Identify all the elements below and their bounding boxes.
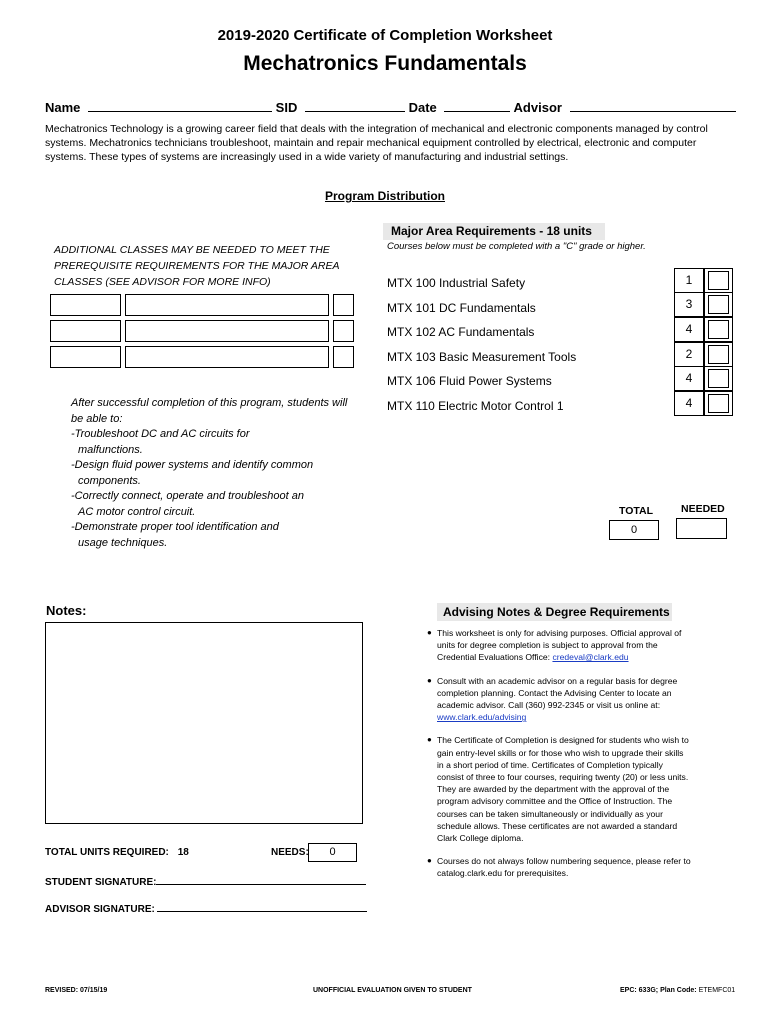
additional-class-code-2[interactable] <box>50 320 121 342</box>
course-completed-checkbox[interactable] <box>704 342 733 367</box>
credeval-email-link[interactable]: credeval@clark.edu <box>552 652 629 663</box>
outcomes-intro: After successful completion of this program, students will be able to: <box>71 397 348 425</box>
advising-item <box>427 855 692 879</box>
needs-field[interactable]: 0 <box>308 843 357 862</box>
bullet-icon: ● <box>427 856 432 866</box>
checkbox-inner <box>708 320 729 339</box>
checkbox-inner <box>708 271 729 290</box>
total-units-required <box>45 847 189 858</box>
course-completed-checkbox[interactable] <box>704 391 733 416</box>
outcome-item: -Design fluid power systems and identify common <box>71 459 314 471</box>
major-area-note: Courses below must be completed with a "C" grade or higher. <box>387 241 646 252</box>
epc-label: EPC: 633G; Plan Code: <box>620 987 697 994</box>
advising-heading: Advising Notes & Degree Requirements <box>437 603 672 621</box>
additional-class-units-2[interactable] <box>333 320 354 342</box>
course-name: MTX 106 Fluid Power Systems <box>387 374 552 388</box>
total-label: TOTAL <box>619 505 654 517</box>
course-units: 3 <box>674 292 704 317</box>
advisor-field[interactable] <box>570 98 736 112</box>
sid-label: SID <box>275 100 298 115</box>
advisor-label: Advisor <box>513 100 562 115</box>
course-name: MTX 110 Electric Motor Control 1 <box>387 399 564 413</box>
revised-date: REVISED: 07/15/19 <box>45 987 108 994</box>
outcome-item-cont: AC motor control circuit. <box>78 505 196 518</box>
course-name: MTX 101 DC Fundamentals <box>387 301 536 315</box>
checkbox-inner <box>708 345 729 364</box>
checkbox-inner <box>708 369 729 388</box>
date-field[interactable] <box>444 98 510 112</box>
advisor-signature-label: ADVISOR SIGNATURE: <box>45 904 155 915</box>
needed-label: NEEDED <box>681 503 725 515</box>
notes-label: Notes: <box>46 603 87 618</box>
student-signature-label: STUDENT SIGNATURE: <box>45 877 157 888</box>
course-units: 4 <box>674 366 704 391</box>
course-completed-checkbox[interactable] <box>704 366 733 391</box>
advisor-signature-field[interactable] <box>157 901 367 912</box>
date-label: Date <box>408 100 437 115</box>
learning-outcomes <box>71 396 361 551</box>
advising-text: Consult with an academic advisor on a regular basis for degree completion planning. Contact the Advising Center to locate an academic advisor. Call (360) 992-2345 or visit us online at: <box>437 675 678 711</box>
worksheet-title: 2019-2020 Certificate of Completion Worksheet <box>217 27 553 44</box>
total-units-required-label: TOTAL UNITS REQUIRED: <box>45 847 169 858</box>
outcome-item-cont: usage techniques. <box>78 536 168 549</box>
advising-item <box>427 734 692 844</box>
additional-class-title-1[interactable] <box>125 294 329 316</box>
additional-class-units-1[interactable] <box>333 294 354 316</box>
additional-class-title-3[interactable] <box>125 346 329 368</box>
student-signature-row <box>45 874 366 888</box>
additional-classes-note: ADDITIONAL CLASSES MAY BE NEEDED TO MEET THE PREREQUISITE REQUIREMENTS FOR THE MAJOR AREA CLASSES (SEE ADVISOR FOR MORE INFO) <box>54 244 340 288</box>
additional-class-units-3[interactable] <box>333 346 354 368</box>
program-title: Mechatronics Fundamentals <box>243 52 527 75</box>
course-completed-checkbox[interactable] <box>704 317 733 342</box>
notes-field[interactable] <box>45 622 363 824</box>
course-name: MTX 100 Industrial Safety <box>387 276 526 290</box>
name-label: Name <box>45 100 81 115</box>
needs-label: NEEDS: <box>271 847 309 858</box>
advising-text: This worksheet is only for advising purposes. Official approval of units for degree completion is subject to approval from the Credential Evaluations Office: <box>437 628 682 663</box>
advisor-signature-row <box>45 901 367 915</box>
student-info-row <box>45 98 736 115</box>
plan-code <box>620 987 735 994</box>
advising-item <box>427 627 692 664</box>
course-completed-checkbox[interactable] <box>704 292 733 317</box>
additional-class-code-1[interactable] <box>50 294 121 316</box>
checkbox-inner <box>708 295 729 314</box>
additional-class-title-2[interactable] <box>125 320 329 342</box>
outcome-item: -Correctly connect, operate and troubleshoot an <box>71 490 304 502</box>
bullet-icon: ● <box>427 628 432 637</box>
plan-code-value: ETEMFC01 <box>698 987 736 994</box>
bullet-icon: ● <box>427 735 432 745</box>
student-signature-field[interactable] <box>156 874 366 885</box>
checkbox-inner <box>708 394 729 413</box>
unofficial-notice: UNOFFICIAL EVALUATION GIVEN TO STUDENT <box>313 987 472 994</box>
program-description: Mechatronics Technology is a growing career field that deals with the integration of mechanical and electronic components managed by control systems. Mechatronics technicians troubleshoot, maintain and repair mechanical equipment controlled by electrical, electronic and computer systems. These types of systems are increasingly used in a wide variety of manufacturing and industrial settings. <box>45 123 708 163</box>
additional-class-code-3[interactable] <box>50 346 121 368</box>
outcome-item-cont: components. <box>78 474 141 487</box>
outcome-item: -Troubleshoot DC and AC circuits for <box>71 428 250 440</box>
course-name: MTX 103 Basic Measurement Tools <box>387 350 577 364</box>
bullet-icon: ● <box>427 675 432 685</box>
total-units-required-value: 18 <box>177 847 189 858</box>
name-field[interactable] <box>88 98 272 112</box>
advising-text: Courses do not always follow numbering sequence, please refer to catalog.clark.edu for prerequisites. <box>437 856 691 879</box>
program-distribution-heading: Program Distribution <box>324 189 445 203</box>
course-units: 1 <box>674 268 704 293</box>
course-name: MTX 102 AC Fundamentals <box>387 325 535 339</box>
needed-units-field[interactable] <box>676 518 727 539</box>
course-units: 2 <box>674 342 704 367</box>
advising-text: The Certificate of Completion is designed for students who wish to gain entry-level skills or for those who wish to upgrade their skills in a short period of time. Certificates of Completion typically consist of three to four courses, requiring twenty (20) or less units. They are awarded by the department with the approval of the program advisory committee and the Office of Instruction. The courses can be taken simultaneously or individually as your schedule allows. These certificates are not awarded a standard Clark College diploma. <box>437 735 689 844</box>
advising-item <box>427 675 692 724</box>
advising-website-link[interactable]: www.clark.edu/advising <box>437 712 527 723</box>
course-completed-checkbox[interactable] <box>704 268 733 293</box>
outcome-item: -Demonstrate proper tool identification and <box>71 521 279 533</box>
outcome-item-cont: malfunctions. <box>78 443 143 456</box>
course-units: 4 <box>674 317 704 342</box>
course-units: 4 <box>674 391 704 416</box>
total-units-field[interactable]: 0 <box>609 520 659 540</box>
sid-field[interactable] <box>305 98 405 112</box>
advising-list <box>427 627 692 891</box>
major-area-heading: Major Area Requirements - 18 units <box>383 223 605 240</box>
